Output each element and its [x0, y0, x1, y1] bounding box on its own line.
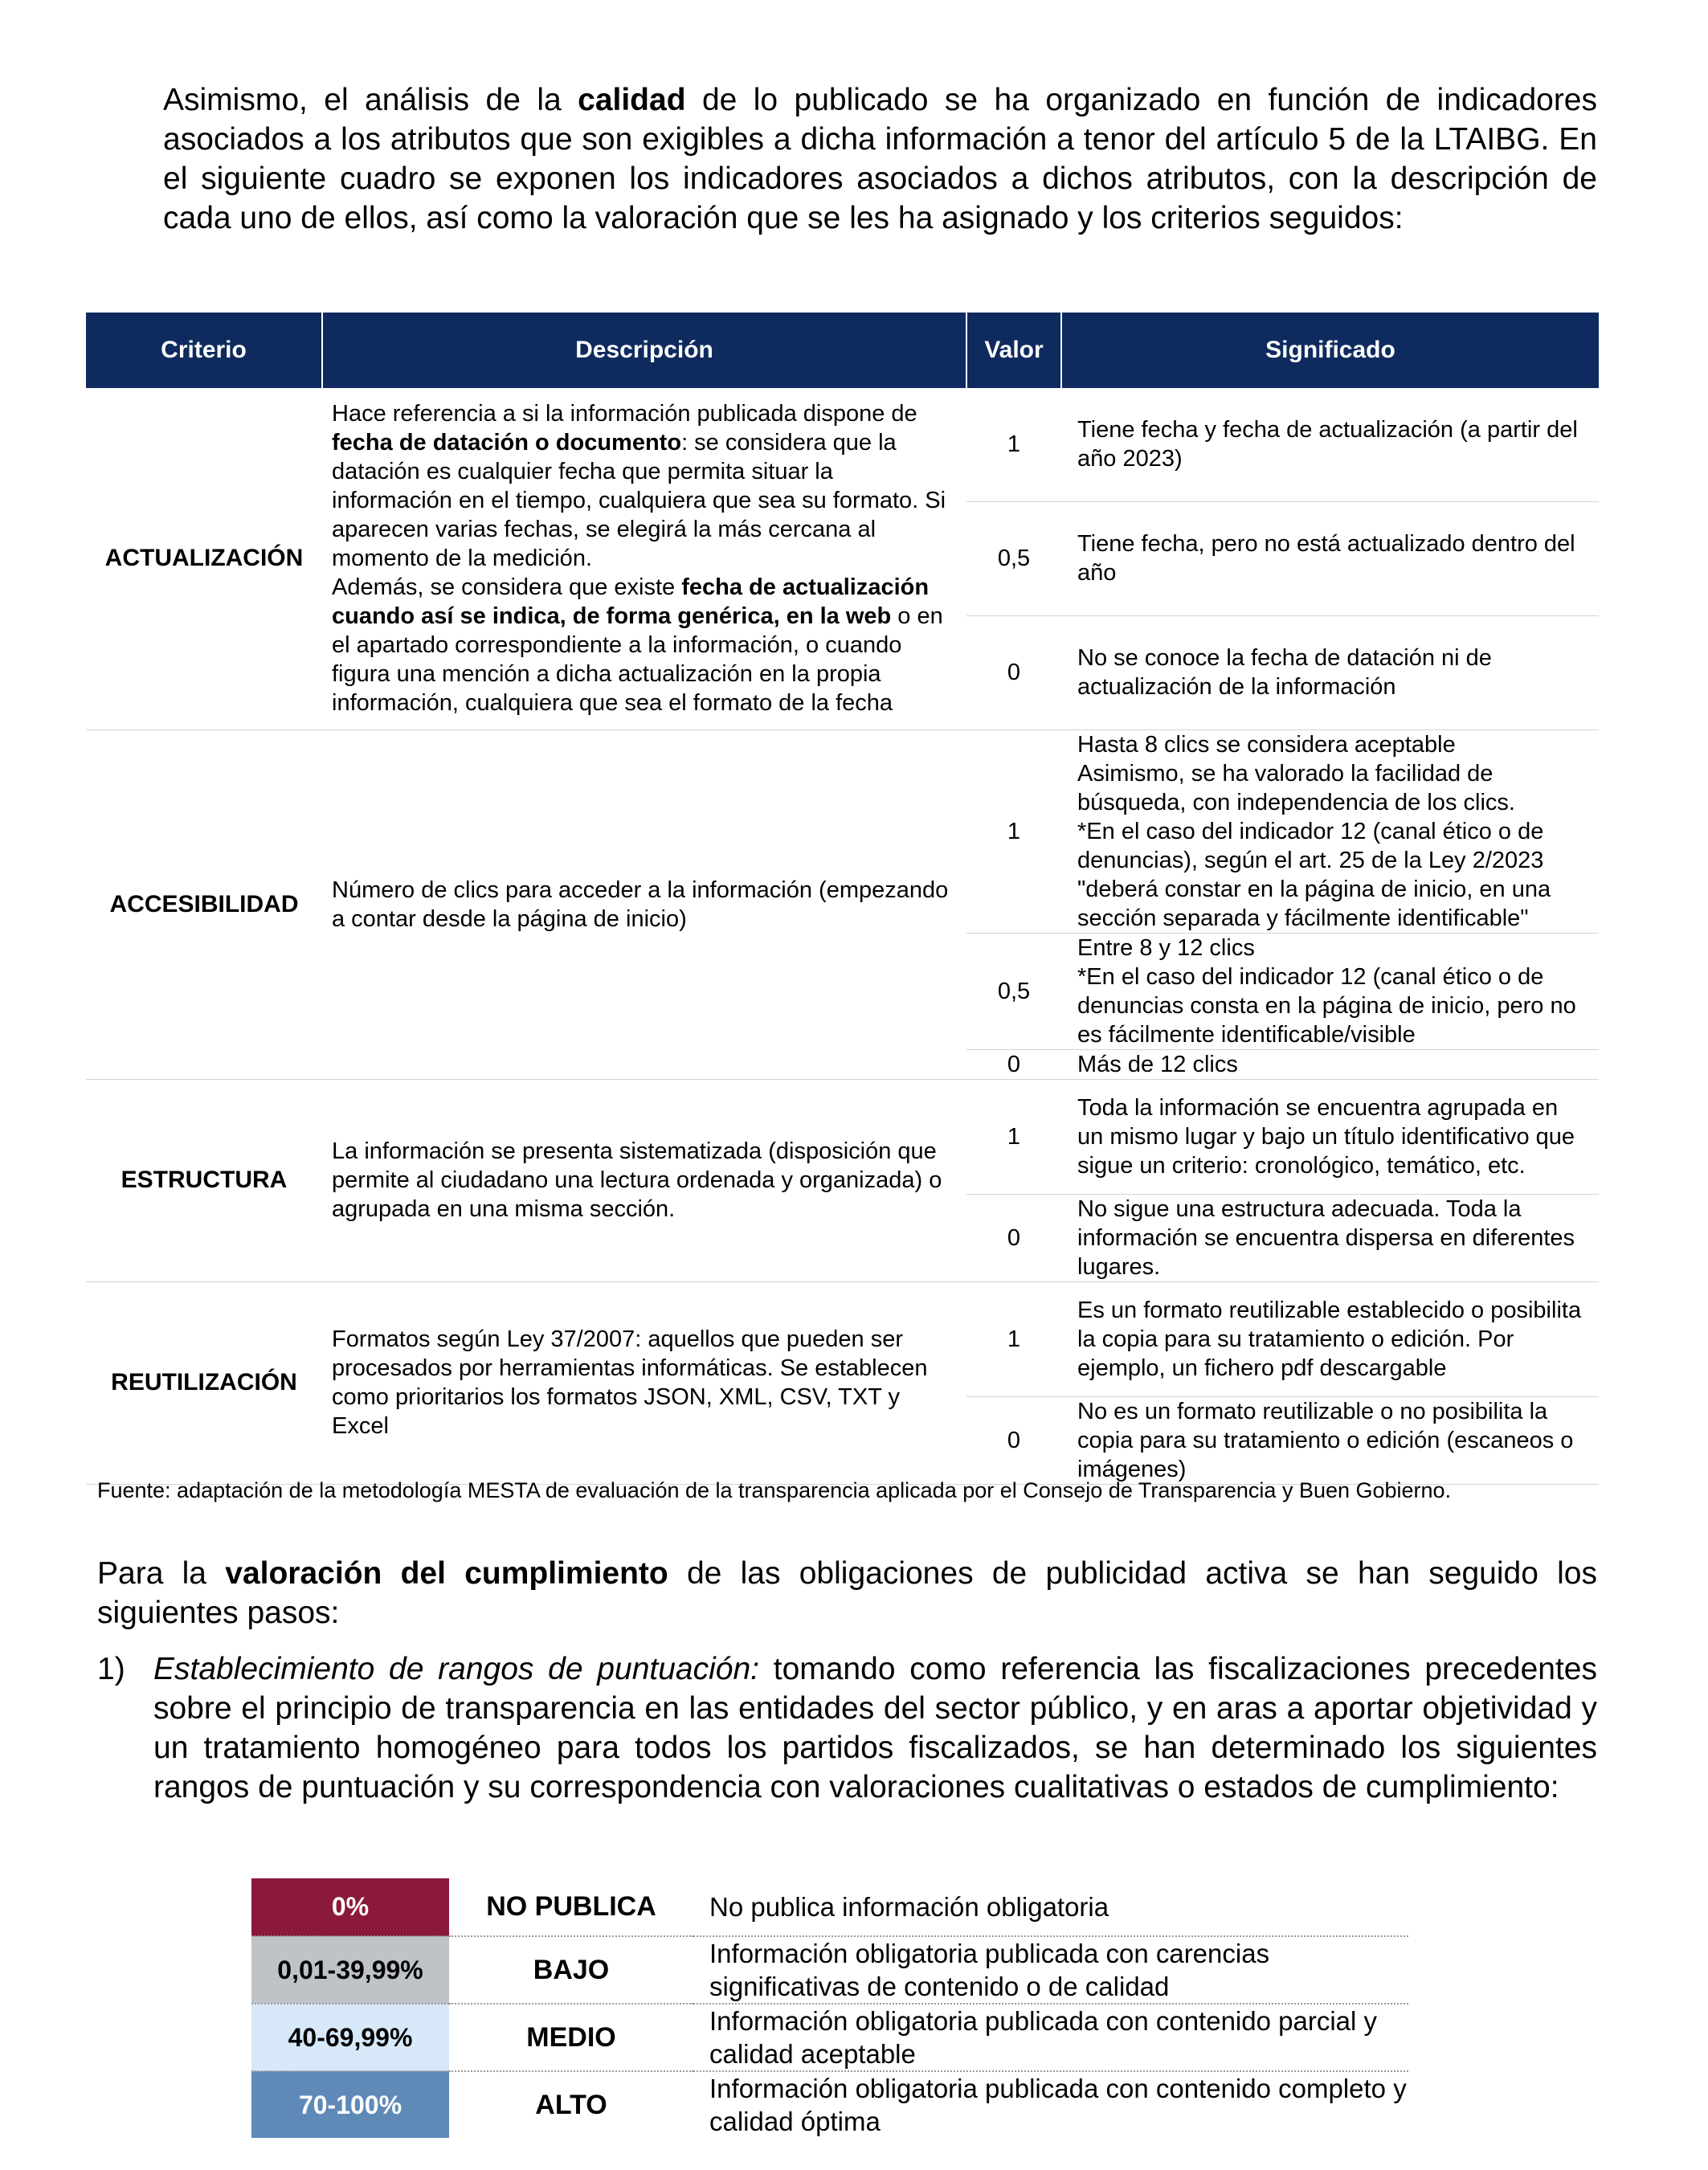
- meaning-cell: Tiene fecha, pero no está actualizado dentro del año: [1061, 501, 1599, 615]
- level-state: ALTO: [535, 2089, 607, 2120]
- intro-text-1: Asimismo, el análisis de la: [163, 83, 578, 117]
- para2-bold: valoración del cumplimiento: [225, 1556, 668, 1591]
- level-row: [251, 1878, 1408, 1936]
- meaning-cell: Toda la información se encuentra agrupada en un mismo lugar y bajo un título identificativo que sigue un criterio: cronológico, temático, etc.: [1061, 1079, 1599, 1194]
- desc-bold: fecha de actualización cuando así se indica, de forma genérica, en la web: [332, 574, 930, 630]
- meaning-line: Más de 12 clics: [1077, 1051, 1238, 1077]
- level-state: BAJO: [449, 1936, 693, 2004]
- list-italic-heading: Establecimiento de rangos de puntuación:: [153, 1652, 759, 1686]
- table-row: [86, 729, 1599, 933]
- header-criterio: Criterio: [86, 313, 322, 388]
- criteria-header-row: [86, 313, 1599, 388]
- level-meaning: No publica información obligatoria: [693, 1878, 1408, 1936]
- meaning-cell: Tiene fecha y fecha de actualización (a partir del año 2023): [1061, 388, 1599, 501]
- intro-paragraph: [163, 80, 1597, 238]
- level-meaning: Información obligatoria publicada con carencias significativas de contenido o de calidad: [693, 1936, 1408, 2004]
- level-state: MEDIO: [449, 2004, 693, 2071]
- desc-text: Hace referencia a si la información publicada dispone de: [332, 401, 917, 427]
- desc-text: : se considera que la datación es cualquier fecha que permita situar la información en el tiempo, cualquiera que sea su formato. Si aparecen varias fechas, se elegirá la más cercana al momento de la medición.: [332, 430, 946, 572]
- description-actualizacion: [322, 388, 966, 729]
- meaning-cell: No se conoce la fecha de datación ni de actualización de la información: [1061, 615, 1599, 729]
- meaning-line: *En el caso del indicador 12 (canal ético o de denuncias consta en la página de inicio, pero no es fácilmente identificable/visible: [1077, 963, 1576, 1048]
- intro-text-2: de lo publicado se ha organizado en función de indicadores asociados a los atributos que son exigibles a dicha información a tenor del artículo 5 de la LTAIBG. En el siguiente cuadro se exponen los indicadores asociados a dichos atributos, con la descripción de cada uno de ellos, así como la valoración que se les ha asignado y los criterios seguidos:: [163, 83, 1597, 235]
- description-estructura: La información se presenta sistematizada (disposición que permite al ciudadano una lectura ordenada y organizada) o agrupada en una misma sección.: [322, 1079, 966, 1281]
- table-source-note: Fuente: adaptación de la metodología MESTA de evaluación de la transparencia aplicada por el Consejo de Transparencia y Buen Gobierno.: [97, 1478, 1452, 1502]
- desc-bold: fecha de datación o documento: [332, 430, 682, 456]
- list-text: tomando como referencia las fiscalizaciones precedentes sobre el principio de transparencia en las entidades del sector público, y en aras a aportar objetividad y un tratamiento homogéneo para todos los partidos fiscalizados, se han determinado los siguientes rangos de puntuación y su correspondencia con valoraciones cualitativas o estados de cumplimiento:: [153, 1652, 1597, 1804]
- meaning-line: Entre 8 y 12 clics: [1077, 934, 1255, 961]
- value-cell: 1: [966, 388, 1061, 501]
- meaning-cell: [1061, 729, 1599, 933]
- value-cell: 1: [966, 1079, 1061, 1194]
- level-range: 0%: [251, 1878, 449, 1936]
- level-range: 40-69,99%: [251, 2004, 449, 2071]
- level-row: [251, 1936, 1408, 2004]
- value-cell: 0: [966, 1396, 1061, 1484]
- para2-text-1: Para la: [97, 1556, 226, 1591]
- list-number: 1): [97, 1652, 125, 1686]
- criterion-actualizacion: ACTUALIZACIÓN: [86, 388, 322, 729]
- level-row: [251, 2004, 1408, 2071]
- level-range: 0,01-39,99%: [251, 1936, 449, 2004]
- list-body: [153, 1649, 1597, 1807]
- meaning-cell: [1061, 1049, 1599, 1079]
- value-cell: 1: [966, 1281, 1061, 1396]
- table-row: [86, 388, 1599, 501]
- desc-text: o en el apartado correspondiente a la información, o cuando figura una mención a dicha actualización en la propia información, cualquiera que sea el formato de la fecha: [332, 603, 943, 717]
- criteria-table: [86, 313, 1599, 1485]
- desc-text: Además, se considera que existe: [332, 574, 682, 601]
- meaning-cell: [1061, 933, 1599, 1049]
- header-descripcion: Descripción: [322, 313, 966, 388]
- list-item: [97, 1649, 1597, 1807]
- meaning-line: Asimismo, se ha valorado la facilidad de búsqueda, con independencia de los clics.: [1077, 760, 1515, 815]
- level-meaning: Información obligatoria publicada con contenido parcial y calidad aceptable: [693, 2004, 1408, 2071]
- meaning-line: *En el caso del indicador 12 (canal ético o de denuncias), según el art. 25 de la Ley 2/2023 "deberá constar en la página de inicio, en una sección separada y fácilmente identificable": [1077, 818, 1551, 931]
- value-cell: 0: [966, 1049, 1061, 1079]
- criterion-accesibilidad: ACCESIBILIDAD: [86, 729, 322, 1079]
- meaning-cell: No sigue una estructura adecuada. Toda la información se encuentra dispersa en diferentes lugares.: [1061, 1194, 1599, 1281]
- meaning-cell: Es un formato reutilizable establecido o posibilita la copia para su tratamiento o edición. Por ejemplo, un fichero pdf descargable: [1061, 1281, 1599, 1396]
- table-row: [86, 1281, 1599, 1396]
- criterion-estructura: ESTRUCTURA: [86, 1079, 322, 1281]
- para2-text-2: de las obligaciones de publicidad activa se han seguido los siguientes pasos:: [97, 1556, 1597, 1630]
- level-range: 70-100%: [251, 2071, 449, 2138]
- level-row: [251, 2071, 1408, 2138]
- value-cell: 0,5: [966, 501, 1061, 615]
- description-accesibilidad: Número de clics para acceder a la información (empezando a contar desde la página de inicio): [322, 729, 966, 1079]
- criterion-reutilizacion: REUTILIZACIÓN: [86, 1281, 322, 1484]
- header-significado: Significado: [1061, 313, 1599, 388]
- meaning-cell: No es un formato reutilizable o no posibilita la copia para su tratamiento o edición (escaneos o imágenes): [1061, 1396, 1599, 1484]
- intro-bold: calidad: [578, 83, 686, 117]
- value-cell: 0,5: [966, 933, 1061, 1049]
- value-cell: 0: [966, 615, 1061, 729]
- header-valor: Valor: [966, 313, 1061, 388]
- level-meaning: Información obligatoria publicada con contenido completo y calidad óptima: [709, 2074, 1407, 2136]
- compliance-paragraph: [97, 1554, 1597, 1633]
- description-reutilizacion: Formatos según Ley 37/2007: aquellos que pueden ser procesados por herramientas informáticas. Se establecen como prioritarios los formatos JSON, XML, CSV, TXT y Excel: [322, 1281, 966, 1484]
- meaning-line: Hasta 8 clics se considera aceptable: [1077, 731, 1456, 758]
- compliance-levels-table: [251, 1878, 1408, 2138]
- value-cell: 0: [966, 1194, 1061, 1281]
- level-state: NO PUBLICA: [449, 1878, 693, 1936]
- value-cell: 1: [966, 729, 1061, 933]
- table-row: [86, 1079, 1599, 1194]
